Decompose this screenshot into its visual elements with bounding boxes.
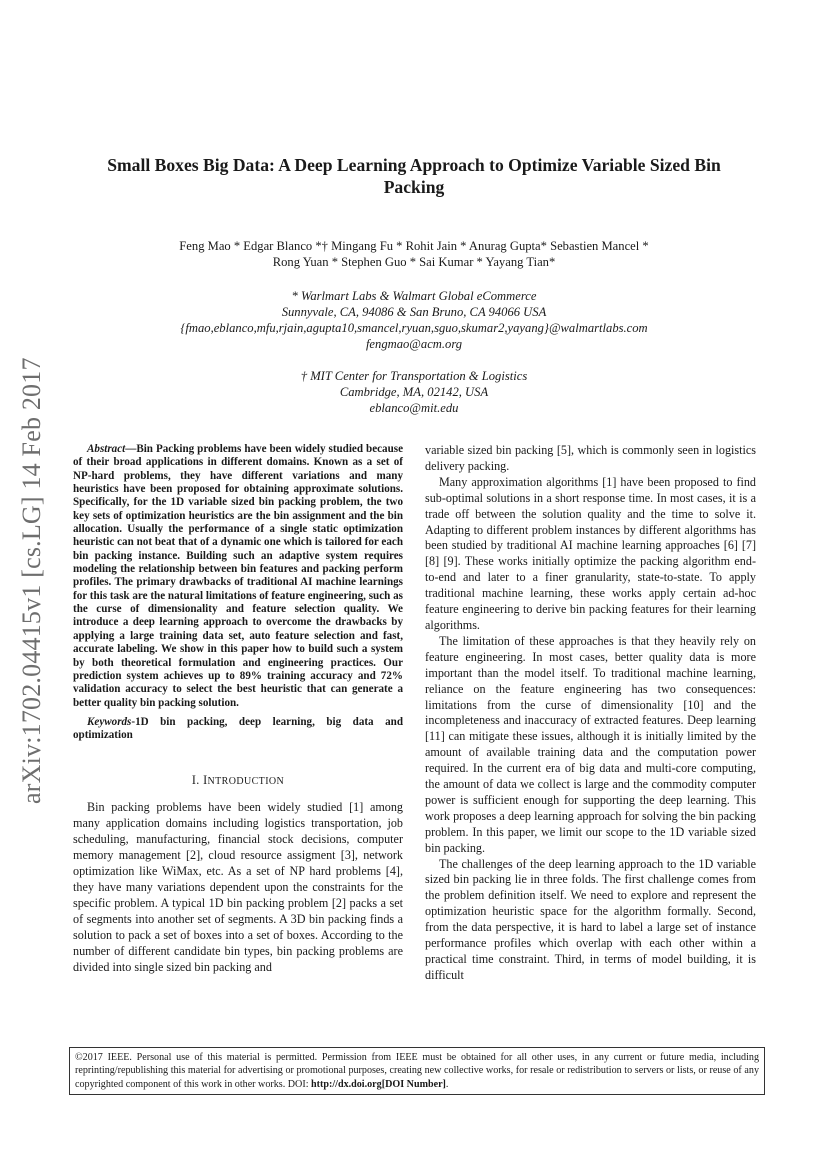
keywords bbox=[73, 716, 403, 743]
title-line-2: Packing bbox=[383, 177, 445, 197]
paper-title bbox=[70, 154, 758, 198]
authors-line-2: Rong Yuan * Stephen Guo * Sai Kumar * Yayang Tian* bbox=[272, 255, 556, 269]
intro-paragraph-3: The limitation of these approaches is that they heavily rely on feature engineering. In most cases, better quality data is more important than the model itself. To traditional machine learning, reliance on the feature engineering has two consequences: limitations from the curse of dimensionality [10] and the incompleteness and inaccuracy of extracted features. Deep learning [11] can mitigate these issues, although it is initially limited by the amount of available training data and the computation power required. In the current era of big data and multi-core computing, the amount of data we collect is large and the commodity computer power is sufficient enough for supporting the deep learning. This work proposes a deep learning approach for solving the bin packing problem. In this paper, we limit our scope to the 1D variable sized bin packing. bbox=[425, 633, 756, 855]
affiliation-walmart bbox=[70, 288, 758, 352]
intro-paragraph-1-continued: variable sized bin packing [5], which is commonly seen in logistics delivery packing. bbox=[425, 443, 756, 473]
doi-link[interactable]: http://dx.doi.org[DOI Number] bbox=[311, 1078, 446, 1090]
affiliation-2-email: eblanco@mit.edu bbox=[369, 401, 459, 415]
section-number: I. bbox=[191, 772, 200, 787]
author-list bbox=[70, 238, 758, 270]
keywords-label: Keywords bbox=[87, 715, 132, 728]
affiliation-1-emails: {fmao,eblanco,mfu,rjain,agupta10,smancel,ryuan,sguo,skumar2,yayang}@walmartlabs.com bbox=[180, 321, 648, 335]
abstract-text: —Bin Packing problems have been widely studied because of their broad applications in different domains. Known as a set of NP-hard problems, they have different variations and many heuristics have been proposed for obtaining approximate solutions. Specifically, for the 1D variable sized bin packing problem, the two key sets of optimization heuristics are the bin assignment and the bin allocation. Usually the performance of a single static optimization heuristic can not beat that of a dynamic one which is tailored for each bin packing instance. Building such an adaptive system requires modeling the relationship between bin features and packing perform profiles. The primary drawbacks of traditional AI machine learnings for this task are the natural limitations of feature engineering, such as the curse of dimensionality and feature selection quality. We introduce a deep learning approach to overcome the drawbacks by applying a large training data set, auto feature selection and fast, accurate labeling. We show in this paper how to build such a system by both theoretical formulation and engineering practices. Our prediction system achieves up to 89% training accuracy and 72% validation accuracy to select the best heuristic that can generate a better quality bin packing solution. bbox=[73, 443, 403, 709]
affiliation-1-address: Sunnyvale, CA, 94086 & San Bruno, CA 94066 USA bbox=[281, 305, 547, 319]
authors-line-1: Feng Mao * Edgar Blanco *† Mingang Fu * Rohit Jain * Anurag Gupta* Sebastien Mancel * bbox=[179, 239, 649, 253]
affiliation-1-name: * Warlmart Labs & Walmart Global eCommerce bbox=[291, 289, 537, 303]
intro-paragraph-1: Bin packing problems have been widely studied [1] among many application domains including logistics transportation, job scheduling, manufacturing, financial stock decisions, computer memory management [2], cloud resource assigment [3], network optimization like WiMax, etc. As a set of NP hard problems [4], they have many variations dependent upon the constraints for the specific problem. A typical 1D bin packing problem [2] packs a set of segments into another set of segments. A 3D bin packing finds a solution to pack a set of boxes into a set of boxes. According to the number of different candidate bin types, bin packing problems are divided into single sized bin packing and bbox=[73, 800, 403, 974]
copyright-notice bbox=[69, 1047, 765, 1095]
copyright-end: . bbox=[445, 1078, 449, 1090]
affiliation-2-name: † MIT Center for Transportation & Logistics bbox=[300, 369, 528, 383]
abstract-label: Abstract bbox=[87, 443, 126, 455]
intro-paragraph-4: The challenges of the deep learning approach to the 1D variable sized bin packing lie in three folds. The first challenge comes from the problem definition itself. We need to explore and represent the optimization heuristic space for the algorithm formally. Second, from the data perspective, it is hard to label a large set of instance performance profiles which overlap with each other within a practical time constraint. Third, in terms of model building, it is difficult bbox=[425, 856, 756, 982]
section-title-initial: I bbox=[203, 772, 208, 787]
copyright-text: ©2017 IEEE. Personal use of this material is permitted. Permission from IEEE must be obtained for all other uses, in any current or future media, including reprinting/republishing this material for advertising or promotional purposes, creating new collective works, for resale or redistribution to servers or lists, or reuse of any copyrighted component of this work in other works. DOI: bbox=[75, 1052, 759, 1090]
intro-paragraph-2: Many approximation algorithms [1] have been proposed to find sub-optimal solutions in a short response time. In most cases, it is a trade off between the solution quality and the time to solve it. Adapting to different problem instances by different algorithms has been studied by traditional AI machine learning approaches [6] [7] [8] [9]. These works initially optimize the packing algorithm end-to-end and later to a finer granularity, state-to-state. To apply traditional machine learning, these works apply certain ad-hoc feature engineering to derive bin packing features for their learning algorithms. bbox=[425, 474, 756, 632]
keywords-text: -1D bin packing, deep learning, big data and optimization bbox=[73, 715, 403, 742]
title-line-1: Small Boxes Big Data: A Deep Learning Approach to Optimize Variable Sized Bin bbox=[107, 155, 721, 175]
affiliation-1-email-extra: fengmao@acm.org bbox=[365, 337, 463, 351]
right-column bbox=[425, 443, 756, 984]
left-column bbox=[73, 443, 403, 975]
affiliation-mit bbox=[70, 368, 758, 416]
section-heading-introduction bbox=[73, 773, 403, 790]
section-title-rest: NTRODUCTION bbox=[207, 775, 285, 787]
abstract bbox=[73, 443, 403, 710]
affiliation-2-address: Cambridge, MA, 02142, USA bbox=[339, 385, 489, 399]
arxiv-identifier: arXiv:1702.04415v1 [cs.LG] 14 Feb 2017 bbox=[17, 357, 46, 804]
